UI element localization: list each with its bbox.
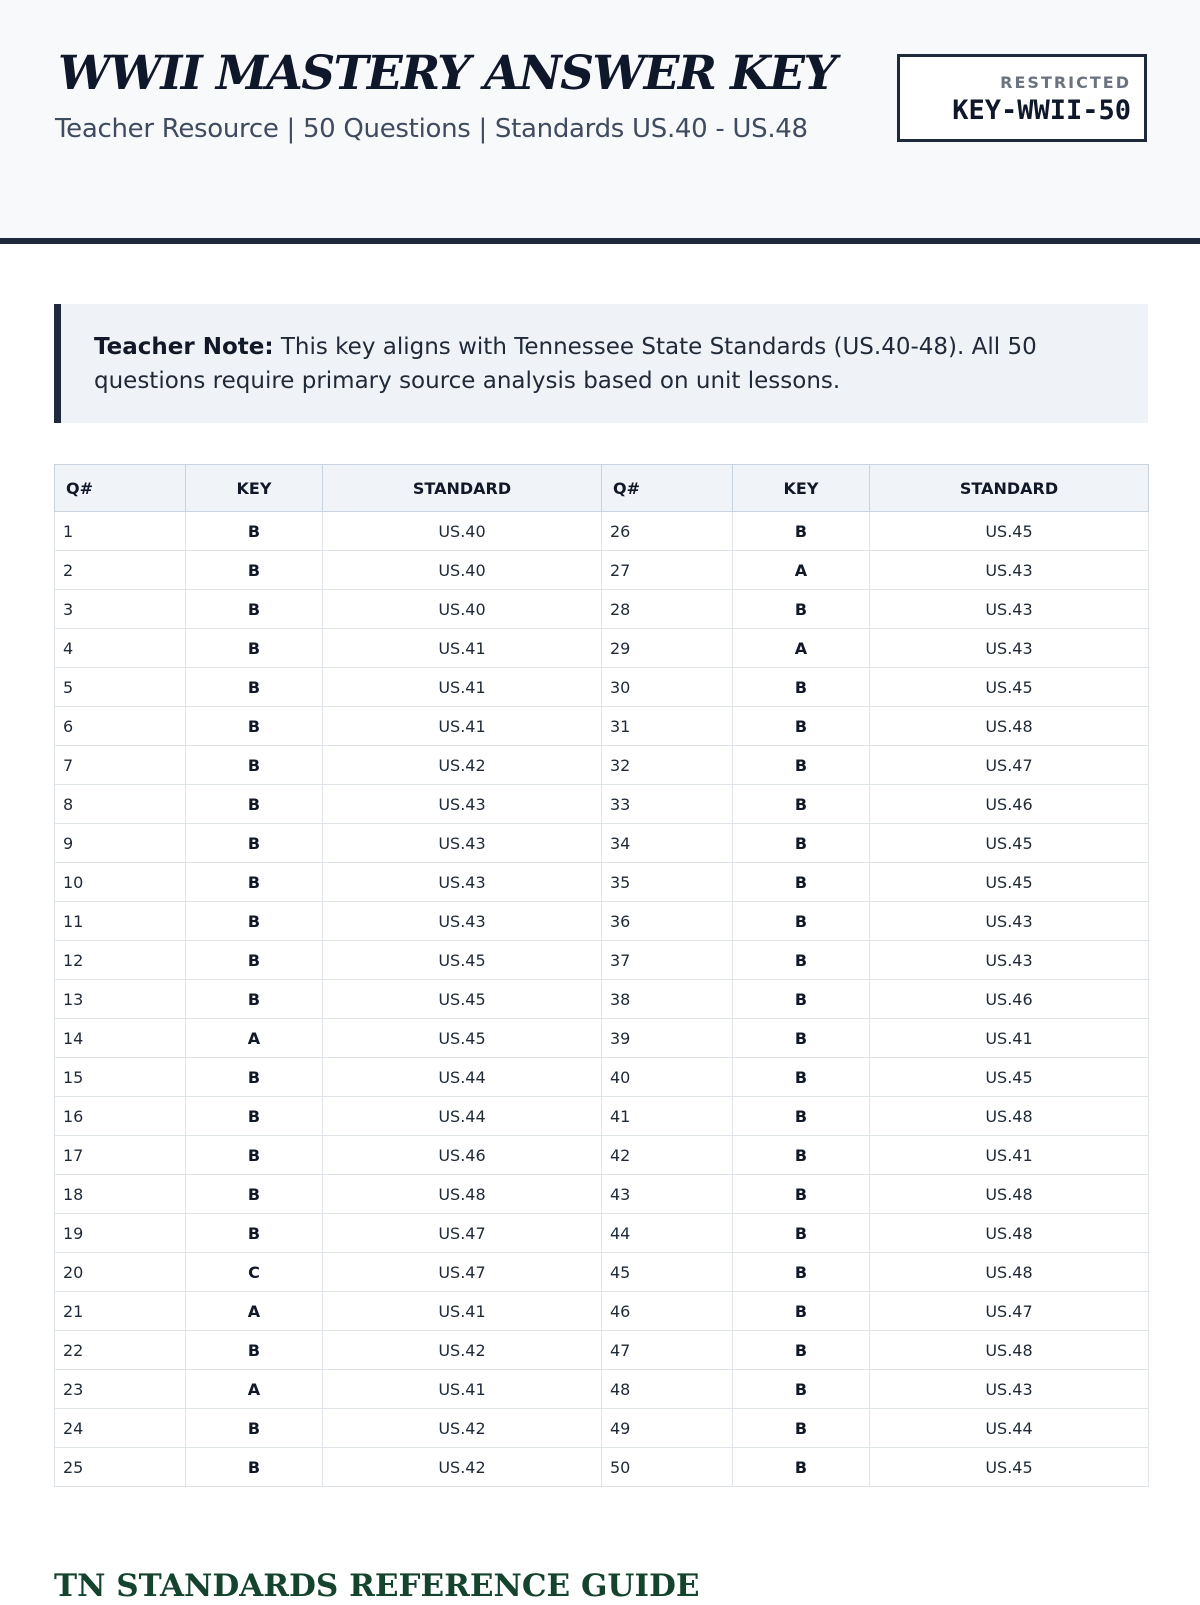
standard-code: US.45 xyxy=(870,668,1149,707)
table-row xyxy=(55,1331,1149,1370)
table-row xyxy=(55,590,1149,629)
answer-key: B xyxy=(186,785,323,824)
table-row xyxy=(55,746,1149,785)
table-row xyxy=(55,1058,1149,1097)
question-number: 33 xyxy=(602,785,733,824)
standard-code: US.43 xyxy=(870,551,1149,590)
standard-code: US.48 xyxy=(870,1214,1149,1253)
question-number: 30 xyxy=(602,668,733,707)
standard-code: US.43 xyxy=(870,1370,1149,1409)
column-header-standard-left: STANDARD xyxy=(323,465,602,512)
answer-key: B xyxy=(186,863,323,902)
question-number: 35 xyxy=(602,863,733,902)
answer-key: B xyxy=(733,1097,870,1136)
question-number: 22 xyxy=(55,1331,186,1370)
table-row xyxy=(55,1370,1149,1409)
standard-code: US.43 xyxy=(870,629,1149,668)
teacher-note-text: This key aligns with Tennessee State Standards (US.40-48). All 50 questions require primary source analysis based on unit lessons. xyxy=(94,334,1037,394)
page-title: WWII MASTERY ANSWER KEY xyxy=(58,46,836,101)
question-number: 49 xyxy=(602,1409,733,1448)
question-number: 34 xyxy=(602,824,733,863)
question-number: 19 xyxy=(55,1214,186,1253)
answer-key: B xyxy=(186,824,323,863)
question-number: 47 xyxy=(602,1331,733,1370)
table-row xyxy=(55,1019,1149,1058)
answer-key: B xyxy=(733,824,870,863)
answer-key: B xyxy=(186,629,323,668)
question-number: 44 xyxy=(602,1214,733,1253)
answer-key: A xyxy=(186,1370,323,1409)
standard-code: US.45 xyxy=(870,512,1149,551)
standard-code: US.47 xyxy=(323,1214,602,1253)
table-row xyxy=(55,1448,1149,1487)
standard-code: US.48 xyxy=(870,1175,1149,1214)
answer-key-body xyxy=(55,512,1149,1487)
question-number: 42 xyxy=(602,1136,733,1175)
question-number: 25 xyxy=(55,1448,186,1487)
standard-code: US.42 xyxy=(323,746,602,785)
question-number: 24 xyxy=(55,1409,186,1448)
answer-key: B xyxy=(733,1058,870,1097)
standard-code: US.42 xyxy=(323,1331,602,1370)
answer-key: B xyxy=(733,980,870,1019)
question-number: 15 xyxy=(55,1058,186,1097)
answer-key: B xyxy=(186,590,323,629)
question-number: 50 xyxy=(602,1448,733,1487)
question-number: 6 xyxy=(55,707,186,746)
standard-code: US.45 xyxy=(870,1058,1149,1097)
answer-key: B xyxy=(733,1370,870,1409)
question-number: 2 xyxy=(55,551,186,590)
answer-key: B xyxy=(186,746,323,785)
answer-key: B xyxy=(186,1097,323,1136)
question-number: 16 xyxy=(55,1097,186,1136)
page-header xyxy=(0,0,1200,244)
table-row xyxy=(55,1409,1149,1448)
standard-code: US.43 xyxy=(323,902,602,941)
standard-code: US.45 xyxy=(323,941,602,980)
table-header-row xyxy=(55,465,1149,512)
question-number: 1 xyxy=(55,512,186,551)
answer-key: B xyxy=(186,1331,323,1370)
answer-key: B xyxy=(733,1019,870,1058)
answer-key: A xyxy=(186,1019,323,1058)
answer-key: B xyxy=(733,512,870,551)
standard-code: US.44 xyxy=(323,1097,602,1136)
question-number: 46 xyxy=(602,1292,733,1331)
standard-code: US.48 xyxy=(323,1175,602,1214)
column-header-q-right: Q# xyxy=(602,465,733,512)
answer-key: B xyxy=(186,668,323,707)
answer-key: B xyxy=(733,1331,870,1370)
answer-key: B xyxy=(186,1136,323,1175)
standard-code: US.47 xyxy=(323,1253,602,1292)
standard-code: US.46 xyxy=(870,980,1149,1019)
answer-key: B xyxy=(733,746,870,785)
question-number: 28 xyxy=(602,590,733,629)
question-number: 20 xyxy=(55,1253,186,1292)
question-number: 37 xyxy=(602,941,733,980)
answer-key: C xyxy=(186,1253,323,1292)
standard-code: US.43 xyxy=(870,590,1149,629)
question-number: 32 xyxy=(602,746,733,785)
standard-code: US.40 xyxy=(323,512,602,551)
question-number: 36 xyxy=(602,902,733,941)
answer-key: A xyxy=(186,1292,323,1331)
column-header-key-right: KEY xyxy=(733,465,870,512)
column-header-standard-right: STANDARD xyxy=(870,465,1149,512)
standard-code: US.42 xyxy=(323,1448,602,1487)
answer-key: B xyxy=(186,1214,323,1253)
answer-key-table xyxy=(54,464,1149,1487)
standard-code: US.45 xyxy=(323,1019,602,1058)
question-number: 17 xyxy=(55,1136,186,1175)
question-number: 3 xyxy=(55,590,186,629)
page-subtitle: Teacher Resource | 50 Questions | Standards US.40 - US.48 xyxy=(55,114,808,144)
standard-code: US.45 xyxy=(870,824,1149,863)
badge-label: RESTRICTED xyxy=(1000,73,1131,92)
answer-key: B xyxy=(186,1409,323,1448)
answer-key: B xyxy=(733,785,870,824)
question-number: 21 xyxy=(55,1292,186,1331)
answer-key: B xyxy=(733,1448,870,1487)
question-number: 40 xyxy=(602,1058,733,1097)
answer-key: B xyxy=(186,1175,323,1214)
standard-code: US.41 xyxy=(323,707,602,746)
question-number: 12 xyxy=(55,941,186,980)
standard-code: US.48 xyxy=(870,707,1149,746)
column-header-q-left: Q# xyxy=(55,465,186,512)
answer-key: B xyxy=(186,902,323,941)
standard-code: US.48 xyxy=(870,1253,1149,1292)
answer-key: A xyxy=(733,629,870,668)
answer-key: B xyxy=(733,941,870,980)
standard-code: US.41 xyxy=(323,1292,602,1331)
restricted-badge xyxy=(897,54,1147,142)
table-row xyxy=(55,1097,1149,1136)
question-number: 5 xyxy=(55,668,186,707)
standard-code: US.43 xyxy=(870,902,1149,941)
standard-code: US.43 xyxy=(323,863,602,902)
answer-key: B xyxy=(733,1214,870,1253)
question-number: 27 xyxy=(602,551,733,590)
answer-key: B xyxy=(186,1448,323,1487)
table-row xyxy=(55,1253,1149,1292)
standard-code: US.43 xyxy=(870,941,1149,980)
standard-code: US.41 xyxy=(870,1019,1149,1058)
standard-code: US.47 xyxy=(870,1292,1149,1331)
question-number: 26 xyxy=(602,512,733,551)
question-number: 9 xyxy=(55,824,186,863)
answer-key: B xyxy=(186,980,323,1019)
answer-key: B xyxy=(733,1292,870,1331)
standard-code: US.43 xyxy=(323,785,602,824)
question-number: 41 xyxy=(602,1097,733,1136)
standard-code: US.47 xyxy=(870,746,1149,785)
question-number: 10 xyxy=(55,863,186,902)
question-number: 18 xyxy=(55,1175,186,1214)
standard-code: US.45 xyxy=(870,863,1149,902)
table-row xyxy=(55,902,1149,941)
question-number: 8 xyxy=(55,785,186,824)
table-row xyxy=(55,863,1149,902)
standard-code: US.40 xyxy=(323,590,602,629)
table-row xyxy=(55,551,1149,590)
answer-key: B xyxy=(733,863,870,902)
table-row xyxy=(55,1175,1149,1214)
question-number: 23 xyxy=(55,1370,186,1409)
standard-code: US.44 xyxy=(870,1409,1149,1448)
standard-code: US.41 xyxy=(870,1136,1149,1175)
table-row xyxy=(55,668,1149,707)
standard-code: US.41 xyxy=(323,629,602,668)
standard-code: US.42 xyxy=(323,1409,602,1448)
question-number: 45 xyxy=(602,1253,733,1292)
question-number: 4 xyxy=(55,629,186,668)
standard-code: US.45 xyxy=(870,1448,1149,1487)
table-row xyxy=(55,707,1149,746)
answer-key: A xyxy=(733,551,870,590)
table-row xyxy=(55,785,1149,824)
question-number: 38 xyxy=(602,980,733,1019)
answer-key: B xyxy=(186,941,323,980)
teacher-note-label: Teacher Note: xyxy=(94,334,274,360)
answer-key: B xyxy=(186,707,323,746)
answer-key: B xyxy=(186,512,323,551)
standard-code: US.44 xyxy=(323,1058,602,1097)
reference-guide-title: TN STANDARDS REFERENCE GUIDE xyxy=(54,1568,700,1604)
standard-code: US.46 xyxy=(323,1136,602,1175)
question-number: 39 xyxy=(602,1019,733,1058)
standard-code: US.41 xyxy=(323,668,602,707)
table-row xyxy=(55,824,1149,863)
answer-key: B xyxy=(733,707,870,746)
question-number: 11 xyxy=(55,902,186,941)
column-header-key-left: KEY xyxy=(186,465,323,512)
standard-code: US.48 xyxy=(870,1097,1149,1136)
answer-key: B xyxy=(733,902,870,941)
standard-code: US.43 xyxy=(323,824,602,863)
standard-code: US.41 xyxy=(323,1370,602,1409)
table-row xyxy=(55,941,1149,980)
question-number: 31 xyxy=(602,707,733,746)
answer-key: B xyxy=(186,1058,323,1097)
table-row xyxy=(55,980,1149,1019)
standard-code: US.45 xyxy=(323,980,602,1019)
teacher-note xyxy=(54,304,1148,423)
question-number: 14 xyxy=(55,1019,186,1058)
answer-key: B xyxy=(733,1136,870,1175)
standard-code: US.46 xyxy=(870,785,1149,824)
table-row xyxy=(55,512,1149,551)
standard-code: US.48 xyxy=(870,1331,1149,1370)
question-number: 29 xyxy=(602,629,733,668)
answer-key: B xyxy=(733,1253,870,1292)
table-row xyxy=(55,1214,1149,1253)
table-row xyxy=(55,629,1149,668)
badge-code: KEY-WWII-50 xyxy=(952,95,1131,126)
answer-key: B xyxy=(733,590,870,629)
standard-code: US.40 xyxy=(323,551,602,590)
question-number: 13 xyxy=(55,980,186,1019)
answer-key: B xyxy=(733,668,870,707)
question-number: 7 xyxy=(55,746,186,785)
question-number: 48 xyxy=(602,1370,733,1409)
answer-key: B xyxy=(733,1175,870,1214)
table-row xyxy=(55,1292,1149,1331)
question-number: 43 xyxy=(602,1175,733,1214)
answer-key: B xyxy=(186,551,323,590)
answer-key: B xyxy=(733,1409,870,1448)
table-row xyxy=(55,1136,1149,1175)
